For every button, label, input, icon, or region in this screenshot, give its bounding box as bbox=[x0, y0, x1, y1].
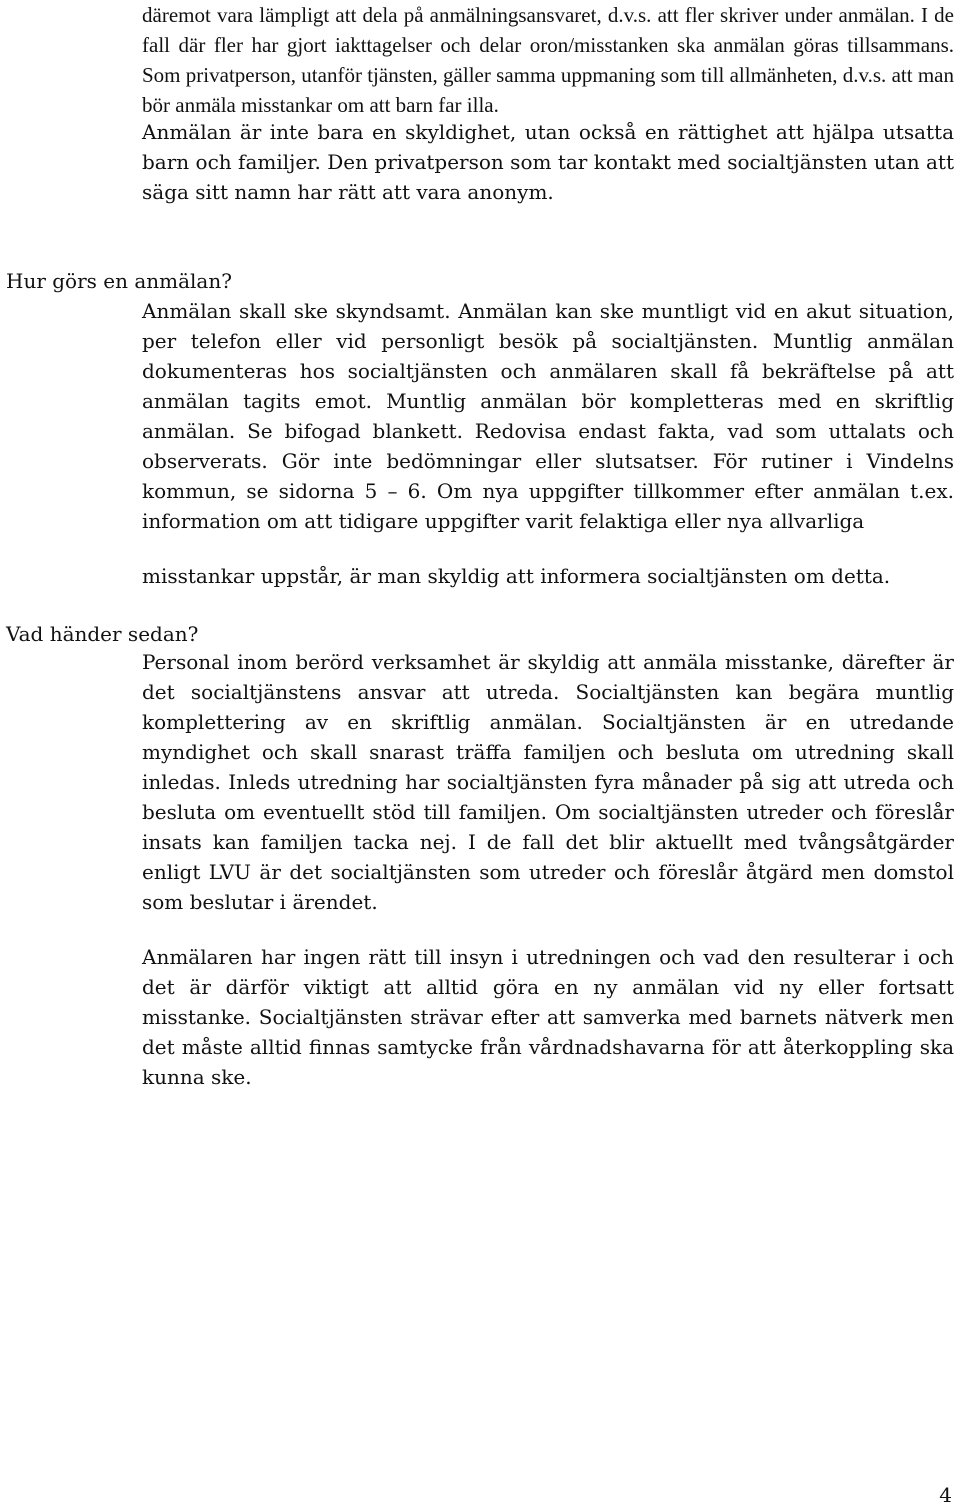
how-paragraph-last-line: misstankar uppstår, är man skyldig att informera socialtjänsten om detta. bbox=[142, 564, 891, 588]
section-heading-how: Hur görs en anmälan? bbox=[6, 269, 232, 293]
after-paragraph-2: Anmälaren har ingen rätt till insyn i utredningen och vad den resulterar i och det är därför viktigt att alltid göra en ny anmälan vid ny eller fortsatt misstanke. Socialtjänsten strävar efter att samverka med barnets nätverk men det måste alltid finnas samtycke från vårdnadshavarna för att återkoppling ska kunna ske. bbox=[142, 945, 954, 1089]
intro-paragraph-1: däremot vara lämpligt att dela på anmälningsansvaret, d.v.s. att fler skriver under anmälan. I de fall där fler har gjort iakttagelser och delar oron/misstanken ska anmälan göras tillsammans. Som privatperson, utanför tjänsten, gäller samma uppmaning som till allmänheten, d.v.s. att man bör anmäla misstankar om att barn far illa. bbox=[142, 3, 954, 117]
intro-paragraph-2: Anmälan är inte bara en skyldighet, utan också en rättighet att hjälpa utsatta barn och familjer. Den privatperson som tar kontakt med socialtjänsten utan att säga sitt namn har rätt att vara anonym. bbox=[142, 120, 954, 204]
after-paragraph-1: Personal inom berörd verksamhet är skyldig att anmäla misstanke, därefter är det socialtjänstens ansvar att utreda. Socialtjänsten kan begära muntlig komplettering av en skriftlig anmälan. Socialtjänsten är en utredande myndighet och skall snarast träffa familjen och besluta om utredning skall inledas. Inleds utredning har socialtjänsten fyra månader på sig att utreda och besluta om eventuellt stöd till familjen. Om socialtjänsten utreder och föreslår insats kan familjen tacka nej. I de fall det blir aktuellt med tvångsåtgärder enligt LVU är det socialtjänsten som utreder och föreslår åtgärd men domstol som beslutar i ärendet. bbox=[142, 650, 954, 914]
page-number: 4 bbox=[939, 1483, 952, 1507]
section-heading-after: Vad händer sedan? bbox=[6, 622, 199, 646]
how-paragraph: Anmälan skall ske skyndsamt. Anmälan kan ske muntligt vid en akut situation, per telefon eller vid personligt besök på socialtjänsten. Muntlig anmälan dokumenteras hos socialtjänsten och anmälaren skall få bekräftelse på att anmälan tagits emot. Muntlig anmälan bör kompletteras med en skriftlig anmälan. Se bifogad blankett. Redovisa endast fakta, vad som uttalats och observerats. Gör inte bedömningar eller slutsatser. För rutiner i Vindelns kommun, se sidorna 5 – 6. Om nya uppgifter tillkommer efter anmälan t.ex. information om att tidigare uppgifter varit felaktiga eller nya allvarliga bbox=[142, 299, 954, 533]
